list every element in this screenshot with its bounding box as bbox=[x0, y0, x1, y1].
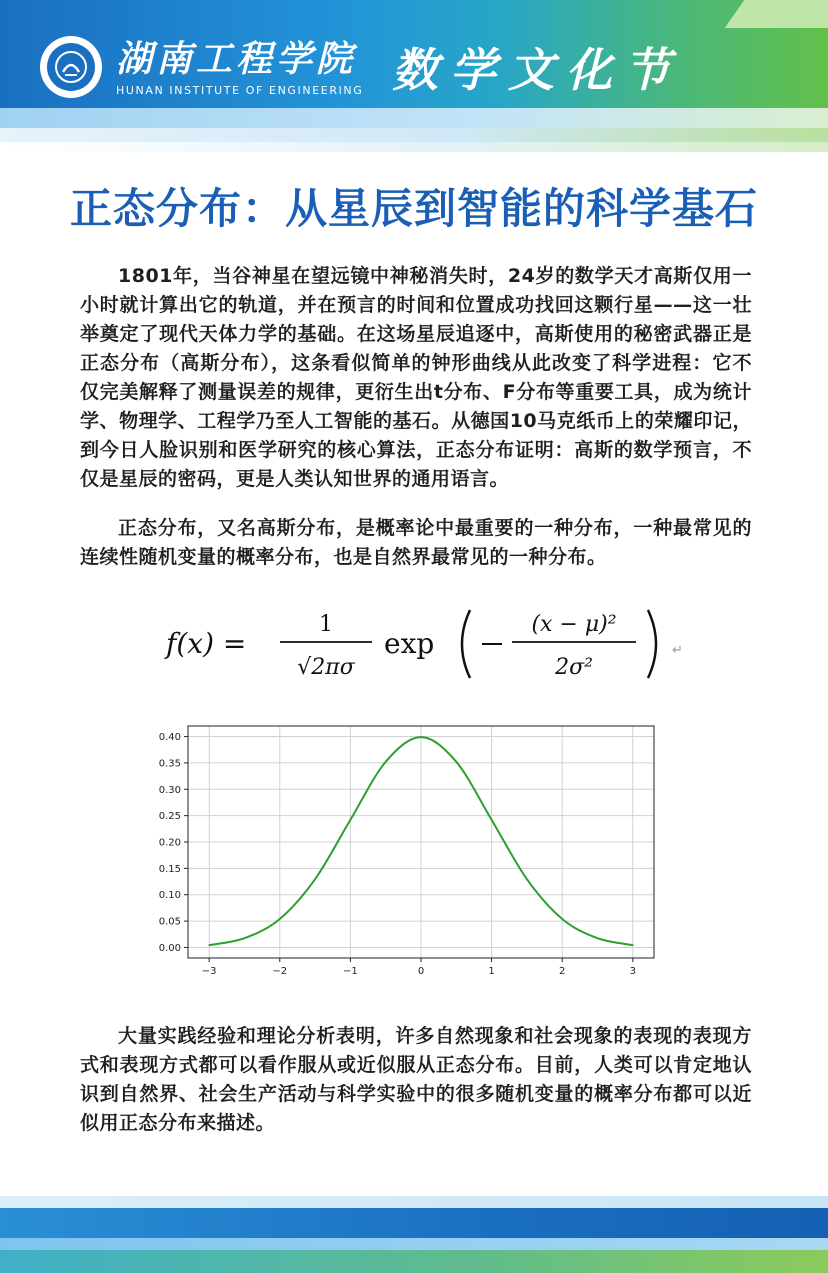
curve-point bbox=[279, 918, 281, 920]
y-tick-label: 0.35 bbox=[158, 758, 181, 770]
curve-point bbox=[385, 761, 387, 763]
paragraph-history: 1801年，当谷神星在望远镜中神秘消失时，24岁的数学天才高斯仅用一小时就计算出它的轨道，并在预言的时间和位置成功找回这颗行星——这一壮举奠定了现代天体力学的基础。在这场星辰追逐中，高斯使用的秘密武器正是正态分布（高斯分布），这条看似简单的钟形曲线从此改变了科学进程：它不仅完美解释了测量误差的规律，更衍生出t分布、F分布等重要工具，成为统计学、物理学、工程学乃至人工智能的基石。从德国10马克纸币上的荣耀印记，到今日人脸识别和医学研究的核心算法，正态分布证明：高斯的数学预言，不仅是星辰的密码，更是人类认知世界的通用语言。 bbox=[80, 265, 752, 490]
formula-inner-denominator: 2σ² bbox=[555, 655, 593, 680]
curve-point bbox=[420, 736, 422, 738]
x-tick-label: −2 bbox=[272, 966, 288, 977]
footer-stripe bbox=[0, 1250, 828, 1273]
paragraph-definition: 正态分布，又名高斯分布，是概率论中最重要的一种分布，一种最常见的连续性随机变量的概率分布，也是自然界最常见的一种分布。 bbox=[80, 517, 752, 568]
normal-distribution-chart bbox=[140, 718, 670, 980]
header-corner-accent bbox=[725, 0, 828, 28]
footer-banner bbox=[0, 1196, 828, 1273]
formula-numerator: 1 bbox=[319, 612, 333, 637]
school-emblem-icon bbox=[47, 43, 95, 91]
chart-grid bbox=[188, 726, 654, 958]
school-logo bbox=[40, 36, 102, 98]
y-tick-label: 0.10 bbox=[158, 890, 181, 902]
normal-pdf-formula bbox=[160, 598, 700, 690]
formula-lhs: f(x) = bbox=[166, 627, 247, 660]
y-tick-label: 0.15 bbox=[158, 863, 181, 875]
y-tick-label: 0.20 bbox=[158, 837, 181, 849]
curve-point bbox=[526, 878, 528, 880]
return-mark: ↵ bbox=[672, 643, 683, 658]
curve-point bbox=[561, 918, 563, 920]
curve-point bbox=[244, 937, 246, 939]
y-tick-label: 0.25 bbox=[158, 811, 181, 823]
y-tick-label: 0.40 bbox=[158, 732, 181, 744]
paragraph-applications: 大量实践经验和理论分析表明，许多自然现象和社会现象的表现的表现方式和表现方式都可以看作服从或近似服从正态分布。目前，人类可以肯定地认识到自然界、社会生产活动与科学实验中的很多随机变量的概率分布都可以近似用正态分布来描述。 bbox=[80, 1025, 752, 1134]
curve-point bbox=[314, 878, 316, 880]
y-tick-label: 0.30 bbox=[158, 784, 181, 796]
footer-stripe bbox=[0, 1208, 828, 1238]
y-tick-label: 0.05 bbox=[158, 916, 181, 928]
right-paren bbox=[648, 610, 656, 678]
footer-stripe bbox=[0, 1196, 828, 1208]
curve-point bbox=[456, 761, 458, 763]
x-tick-label: 0 bbox=[417, 966, 425, 977]
curve-point bbox=[208, 944, 210, 946]
formula-inner-numerator: (x − μ)² bbox=[531, 612, 617, 637]
y-tick-label: 0.00 bbox=[158, 942, 181, 954]
festival-title: 数学文化节 bbox=[392, 43, 682, 97]
curve-point bbox=[350, 819, 352, 821]
footer-stripe bbox=[0, 1238, 828, 1250]
curve-point bbox=[632, 944, 634, 946]
x-tick-label: 1 bbox=[488, 966, 495, 977]
header-stripe bbox=[0, 108, 828, 128]
curve-point bbox=[491, 819, 493, 821]
x-tick-label: −1 bbox=[343, 966, 358, 977]
header-stripe bbox=[0, 142, 828, 152]
page-title: 正态分布：从星辰到智能的科学基石 bbox=[69, 184, 758, 233]
school-name-cn: 湖南工程学院 bbox=[116, 38, 357, 80]
emblem-icon bbox=[54, 50, 88, 84]
header-stripe bbox=[0, 128, 828, 142]
school-name-en: HUNAN INSTITUTE OF ENGINEERING bbox=[116, 84, 364, 97]
curve-point bbox=[597, 937, 599, 939]
x-tick-label: 2 bbox=[559, 966, 566, 977]
header-banner bbox=[0, 0, 828, 160]
chart-ticks bbox=[159, 732, 636, 977]
x-tick-label: −3 bbox=[201, 966, 217, 977]
formula-exp: exp bbox=[384, 627, 435, 660]
x-tick-label: 3 bbox=[629, 966, 637, 977]
left-paren bbox=[462, 610, 470, 678]
formula-denominator: √2πσ bbox=[297, 655, 355, 680]
